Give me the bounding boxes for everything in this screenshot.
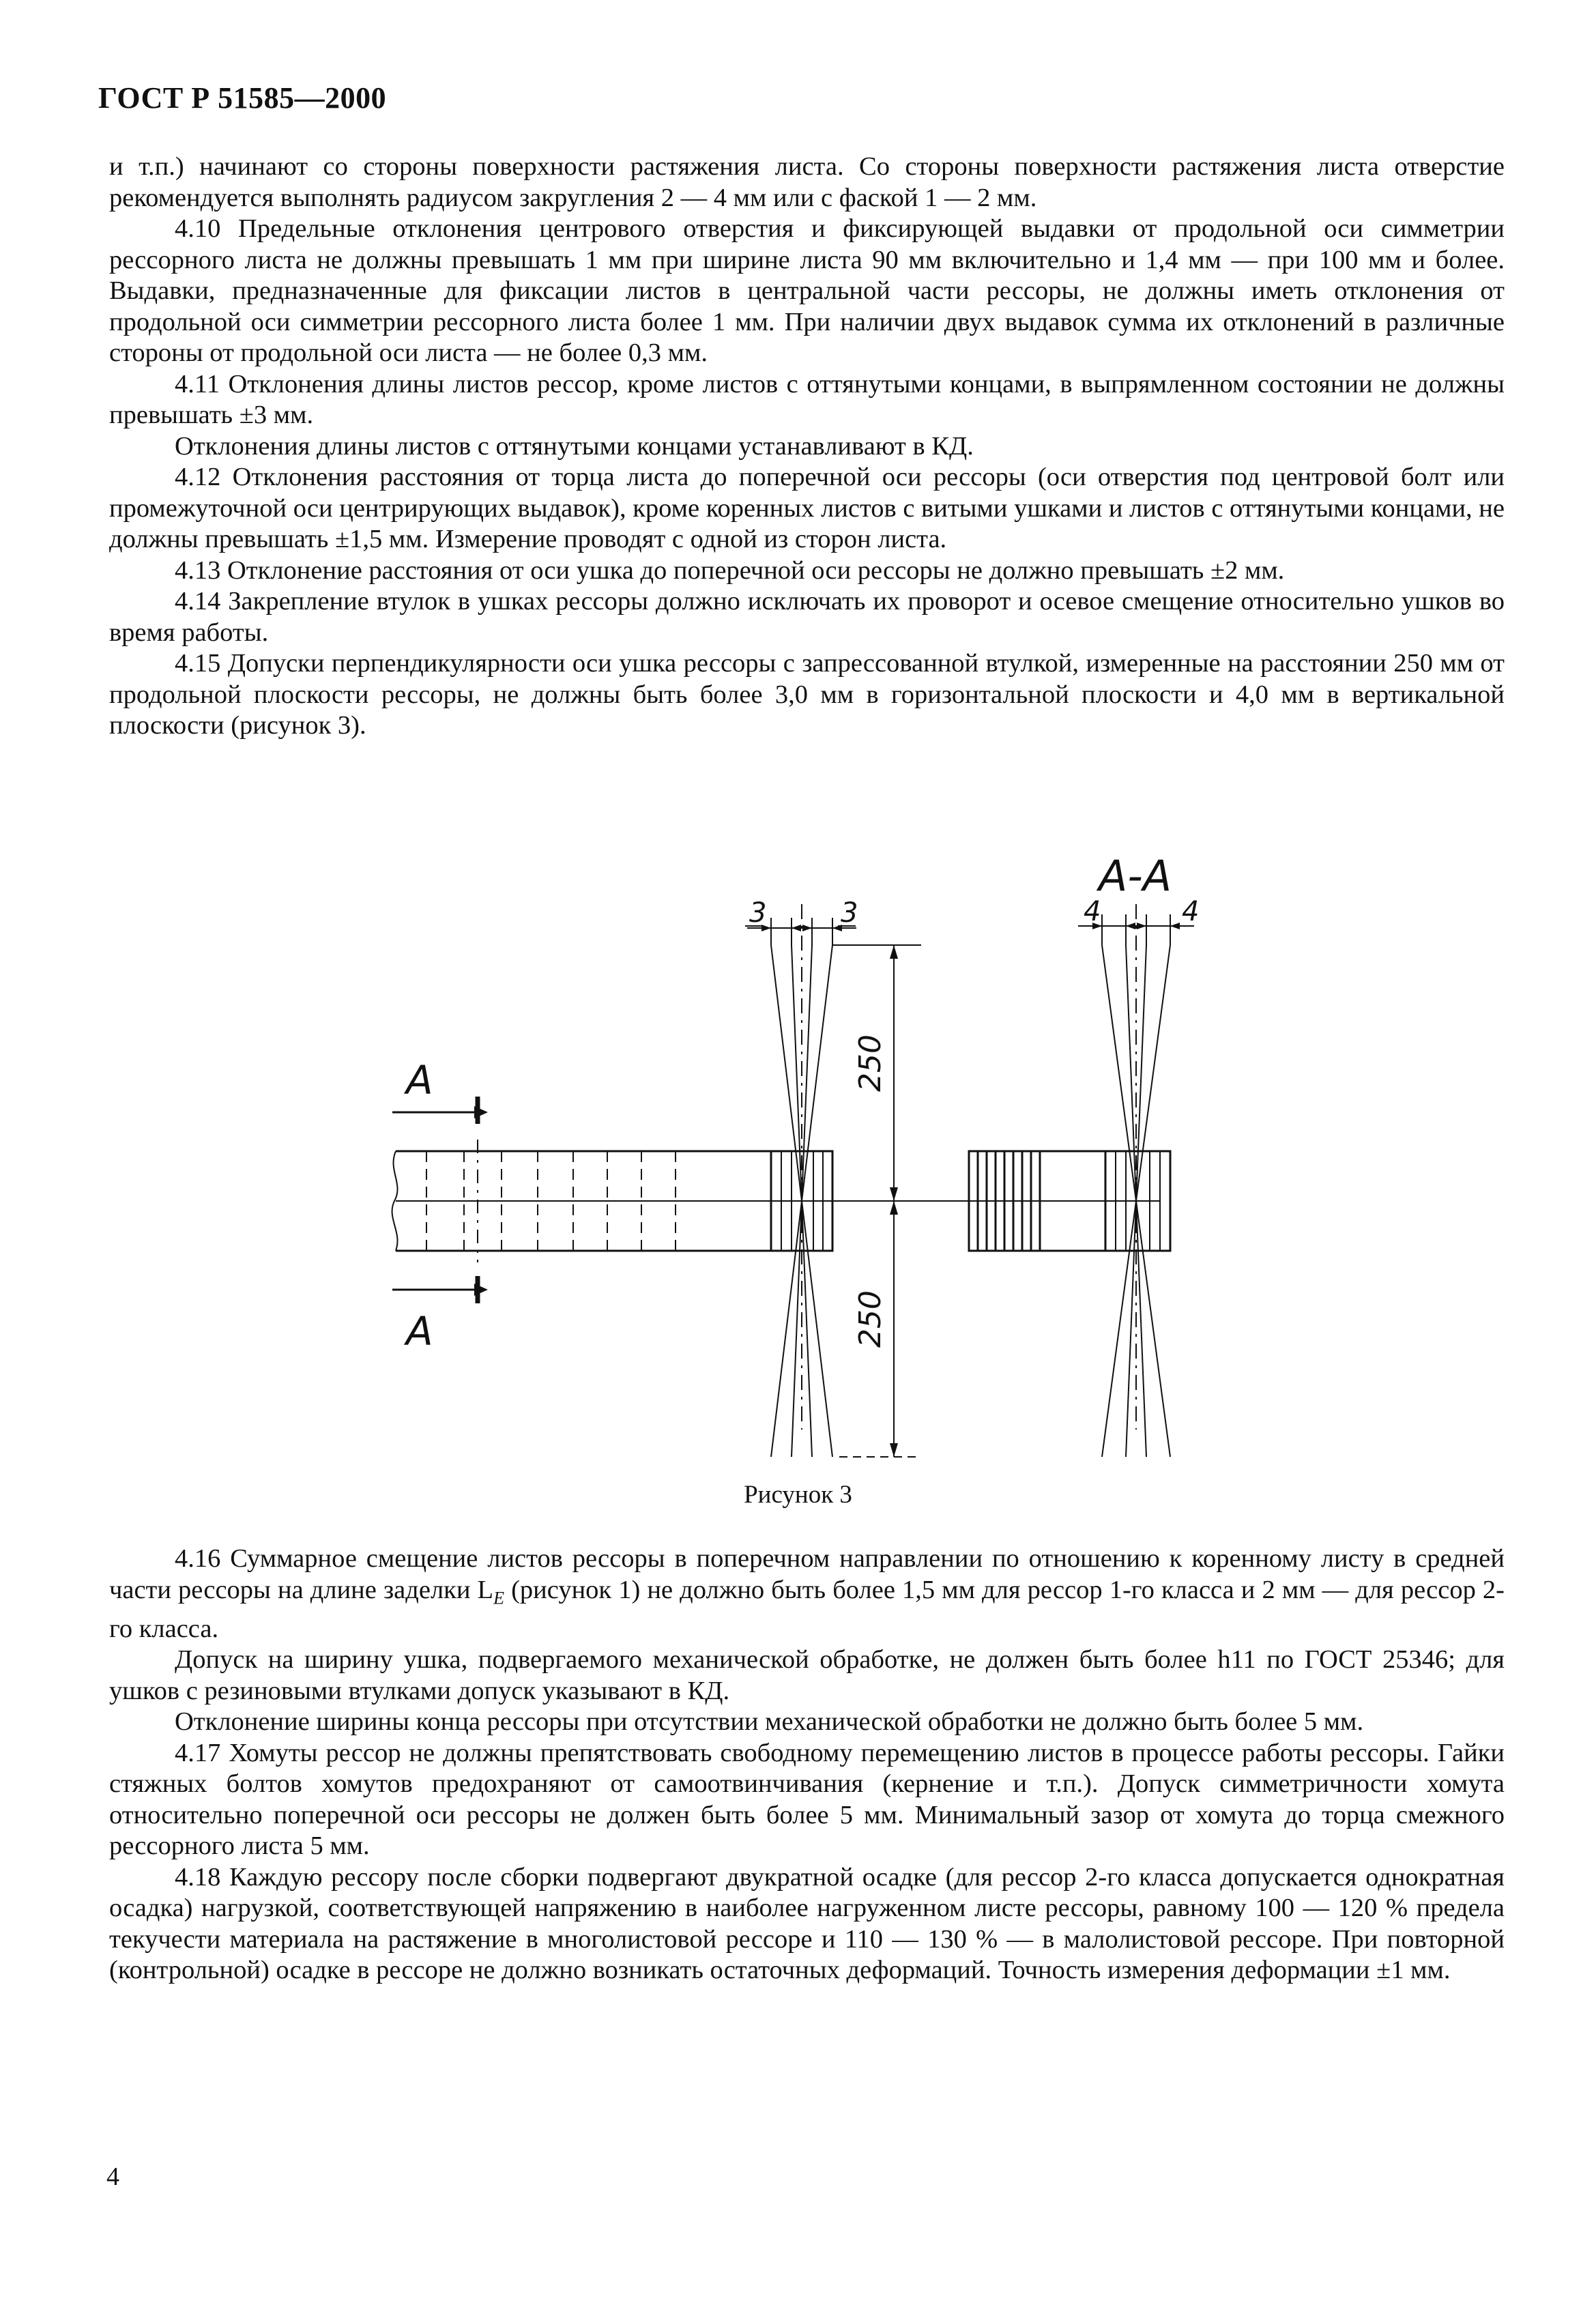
figure-3 [355,851,1242,1443]
figure-3-drawing [355,851,1242,1443]
section-arrow-bottom [392,1276,488,1303]
paragraph-4-18: 4.18 Каждую рессору после сборки подвергают двукратной осадке (для рессор 2-го класса допускается однократная осадка) нагрузкой, соответствующей напряжению в наиболее нагруженном листе рессоры, равному 100 — 120 % предела текучести материала на растяжение в многолистовой рессоре и 110 — 130 % — в малолистовой рессоре. При повторной (контрольной) осадке в рессоре не должно возникать остаточных деформаций. Точность измерения деформации ±1 мм. [109,1862,1505,1985]
paragraph-4-14: 4.14 Закрепление втулок в ушках рессоры должно исключать их проворот и осевое смещение относительно ушков во время работы. [109,587,1505,647]
paragraph-4-16-rest: (рисунок 1) не должно быть более 1,5 мм для рессор 1-го класса и 2 мм — для рессор 2-го класса. [109,1575,1505,1643]
tolerance-cone-right [1078,904,1194,1457]
paragraph-4-10: 4.10 Предельные отклонения центрового отверстия и фиксирующей выдавки от продольной оси симметрии рессорного листа не должны превышать 1 мм при ширине листа 90 мм включительно и 1,4 мм — при 100 мм и более. Выдавки, предназначенные для фиксации листов в центральной части рессоры, не должны иметь отклонения от продольной оси симметрии рессорного листа более 1 мм. При наличии двух выдавок сумма их отклонений в различные стороны от продольной оси листа — не более 0,3 мм. [109,214,1505,367]
section-arrow-top [392,1097,488,1262]
paragraph-4-15: 4.15 Допуски перпендикулярности оси ушка рессоры с запрессованной втулкой, измеренные на расстоянии 250 мм от продольной плоскости рессоры, не должны быть более 3,0 мм в горизонтальной плоскости и 4,0 мм в вертикальной плоскости (рисунок 3). [109,649,1505,740]
dim-label-250-top: 250 [853,1034,888,1092]
section-label-bottom: А [406,1308,433,1355]
paragraph: Отклонение ширины конца рессоры при отсутствии механической обработки не должно быть более 5 мм. [175,1707,1364,1737]
paragraph-4-16 [109,1544,1505,1645]
paragraph: и т.п.) начинают со стороны поверхности растяжения листа. Со стороны поверхности растяжения листа отверстие рекомендуется выполнять радиусом закругления 2 — 4 мм или с фаской 1 — 2 мм. [109,152,1505,212]
section-label-top: А [406,1057,433,1103]
figure-caption: Рисунок 3 [744,1481,852,1509]
text-block-bottom [109,1544,1505,1986]
paragraph-4-12: 4.12 Отклонения расстояния от торца листа до поперечной оси рессоры (оси отверстия под центровой болт или промежуточной оси центрирующих выдавок), кроме коренных листов с витыми ушками и листов с оттянутыми концами, не должны превышать ±1,5 мм. Измерение проводят с одной из сторон листа. [109,463,1505,553]
section-title: А-А [1099,851,1172,901]
paragraph: Допуск на ширину ушка, подвергаемого механической обработке, не должен быть более h11 по ГОСТ 25346; для ушков с резиновыми втулками допуск указывают в КД. [109,1645,1505,1705]
dim-label-4-left: 4 [1084,896,1101,927]
subscript-e: E [493,1588,504,1608]
dim-label-250-bottom: 250 [853,1290,888,1348]
paragraph-4-13: 4.13 Отклонение расстояния от оси ушка до поперечной оси рессоры не должно превышать ±2 мм. [175,555,1285,585]
page-number: 4 [106,2162,119,2191]
paragraph-4-17: 4.17 Хомуты рессор не должны препятствовать свободному перемещению листов в процессе работы рессоры. Гайки стяжных болтов хомутов предохраняют от самоотвинчивания (кернение и т.п.). Допуск симметричности хомута относительно поперечной оси рессоры не должен быть более 5 мм. Минимальный зазор от хомута до торца смежного рессорного листа 5 мм. [109,1738,1505,1861]
paragraph: Отклонения длины листов с оттянутыми концами устанавливают в КД. [175,431,974,461]
dim-label-3-right: 3 [841,897,858,929]
dim-label-4-right: 4 [1182,896,1200,927]
document-header: ГОСТ Р 51585—2000 [98,81,387,115]
paragraph-4-16-text: 4.16 Суммарное смещение листов рессоры в поперечном направлении по отношению к коренному листу в средней части рессоры на длине заделки L [109,1544,1505,1604]
text-block-top [109,151,1505,742]
paragraph-4-11: 4.11 Отклонения длины листов рессор, кроме листов с оттянутыми концами, в выпрямленном состоянии не должны превышать ±3 мм. [109,369,1505,429]
dim-label-3-left: 3 [749,897,767,929]
